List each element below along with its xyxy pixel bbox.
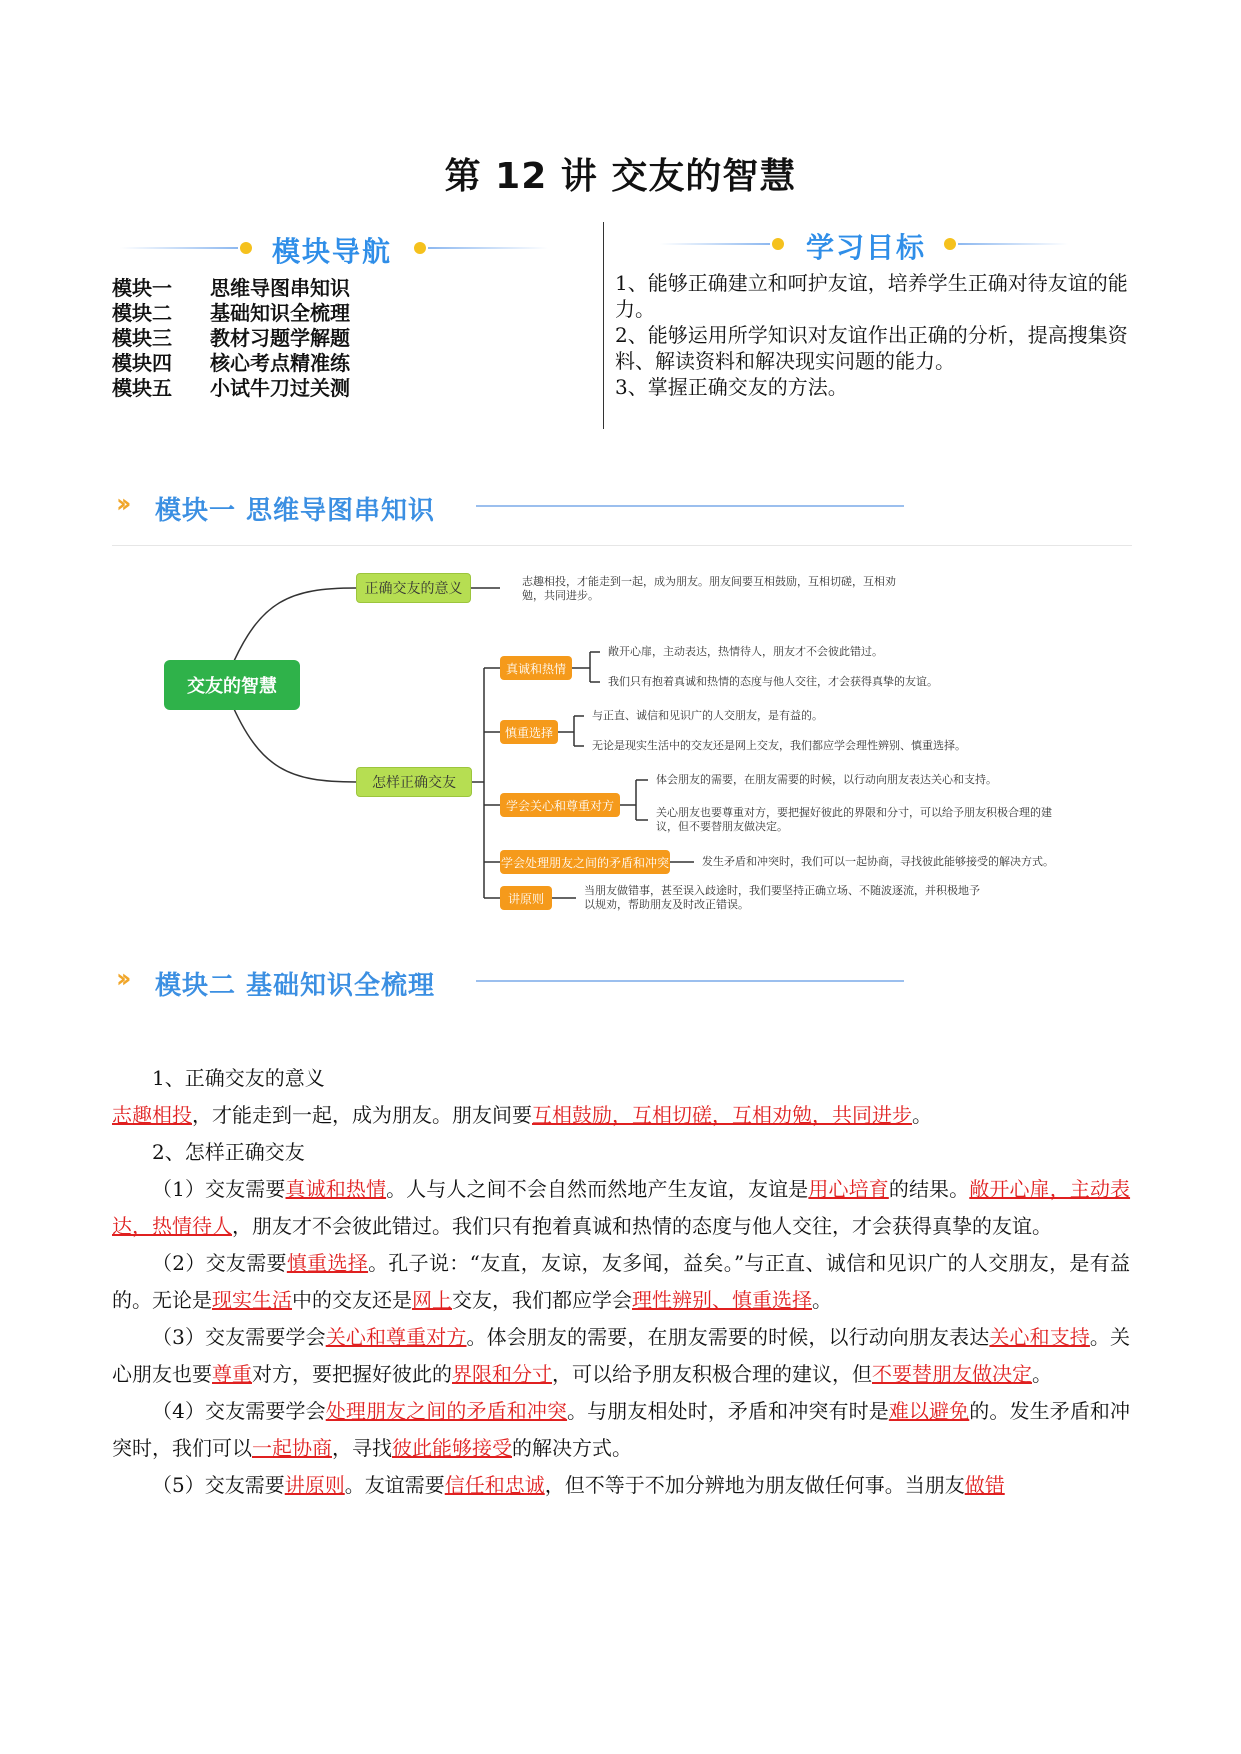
nav-item: 模块三 教材习题学解题 — [112, 326, 350, 350]
chevron-icon: ›› — [116, 489, 126, 519]
nav-item: 模块四 核心考点精准练 — [112, 351, 350, 375]
mindmap-text: 我们只有抱着真诚和热情的态度与他人交往，才会获得真挚的友谊。 — [608, 675, 938, 688]
mindmap-text: 无论是现实生活中的交友还是网上交友，我们都应学会理性辨别、慎重选择。 — [592, 739, 966, 752]
goal-item: 2、能够运用所学知识对友谊作出正确的分析，提高搜集资料、解读资料和解决现实问题的能力。 — [615, 323, 1128, 373]
paragraph: （3）交友需要学会关心和尊重对方。体会朋友的需要，在朋友需要的时候，以行动向朋友表达关心和支持。关心朋友也要尊重对方，要把握好彼此的界限和分寸，可以给予朋友积极合理的建议，但不要替朋友做决定。 — [112, 1325, 1131, 1386]
goal-item: 1、能够正确建立和呵护友谊，培养学生正确对待友谊的能力。 — [615, 271, 1128, 321]
nav-header: 模块导航 — [272, 235, 393, 268]
mindmap-text: 当朋友做错事，甚至误入歧途时，我们要坚持正确立场、不随波逐流，并积极地予以规劝，帮助朋友及时改正错误。 — [584, 884, 980, 911]
paragraph: （5）交友需要讲原则。友谊需要信任和忠诚，但不等于不加分辨地为朋友做任何事。当朋友做错 — [152, 1473, 1005, 1497]
page-title: 第 12 讲 交友的智慧 — [444, 156, 797, 197]
section2-line — [476, 980, 904, 982]
mindmap-root: 交友的智慧 — [164, 660, 300, 710]
chevron-icon: ›› — [116, 964, 126, 994]
section2-title: 模块二 基础知识全梳理 — [155, 971, 436, 1001]
paragraph: 志趣相投，才能走到一起，成为朋友。朋友间要互相鼓励，互相切磋，互相劝勉，共同进步。 — [112, 1103, 932, 1127]
goal-header: 学习目标 — [806, 231, 927, 264]
mindmap-node-care-respect: 学会关心和尊重对方 — [500, 793, 620, 817]
paragraph: （1）交友需要真诚和热情。人与人之间不会自然而然地产生友谊，友谊是用心培育的结果。敞开心扉，主动表达，热情待人，朋友才不会彼此错过。我们只有抱着真诚和热情的态度与他人交往，才会获得真挚的友谊。 — [112, 1177, 1131, 1238]
mindmap-node-sincere: 真诚和热情 — [500, 656, 572, 680]
paragraph: （4）交友需要学会处理朋友之间的矛盾和冲突。与朋友相处时，矛盾和冲突有时是难以避免的。发生矛盾和冲突时，我们可以一起协商，寻找彼此能够接受的解决方式。 — [112, 1399, 1131, 1460]
mindmap-text: 与正直、诚信和见识广的人交朋友，是有益的。 — [592, 709, 823, 722]
mindmap-branch-how: 怎样正确交友 — [356, 767, 472, 797]
mindmap-node-conflict: 学会处理朋友之间的矛盾和冲突 — [500, 850, 670, 874]
nav-item: 模块五 小试牛刀过关测 — [112, 376, 350, 400]
heading-how: 2、怎样正确交友 — [152, 1140, 305, 1164]
mindmap-text: 体会朋友的需要，在朋友需要的时候，以行动向朋友表达关心和支持。 — [656, 773, 997, 786]
mindmap-text: 志趣相投，才能走到一起，成为朋友。朋友间要互相鼓励，互相切磋，互相劝勉，共同进步。 — [522, 575, 896, 602]
knowledge-content — [112, 1060, 1130, 1504]
goal-item: 3、掌握正确交友的方法。 — [615, 375, 848, 399]
heading-meaning: 1、正确交友的意义 — [152, 1066, 325, 1090]
section1-title: 模块一 思维导图串知识 — [155, 496, 436, 526]
nav-item: 模块二 基础知识全梳理 — [112, 301, 350, 325]
mindmap-node-principle: 讲原则 — [500, 886, 552, 910]
mindmap-text: 敞开心扉，主动表达，热情待人，朋友才不会彼此错过。 — [608, 645, 883, 658]
mindmap-node-careful: 慎重选择 — [500, 720, 558, 744]
mindmap-text: 关心朋友也要尊重对方，要把握好彼此的界限和分寸，可以给予朋友积极合理的建议，但不要替朋友做决定。 — [656, 806, 1052, 833]
nav-item: 模块一 思维导图串知识 — [112, 276, 350, 300]
paragraph: （2）交友需要慎重选择。孔子说：“友直，友谅，友多闻，益矣。”与正直、诚信和见识广的人交朋友，是有益的。无论是现实生活中的交友还是网上交友，我们都应学会理性辨别、慎重选择。 — [112, 1251, 1130, 1312]
mindmap-text: 发生矛盾和冲突时，我们可以一起协商，寻找彼此能够接受的解决方式。 — [702, 855, 1054, 868]
mindmap-branch-meaning: 正确交友的意义 — [356, 573, 471, 603]
